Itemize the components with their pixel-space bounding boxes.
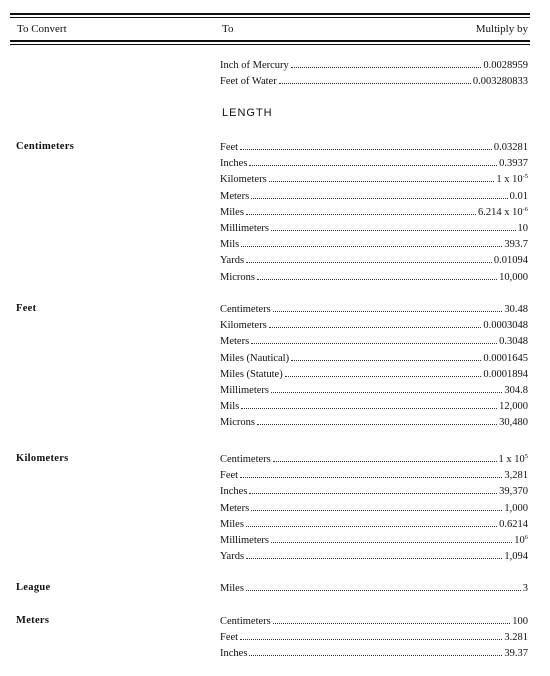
from-unit-label: League	[16, 582, 51, 593]
from-unit-label: Kilometers	[16, 453, 69, 464]
multiplier	[494, 142, 528, 153]
multiplier-base: 0.01094	[493, 255, 528, 267]
table-row	[220, 533, 528, 546]
multiplier	[494, 255, 528, 266]
leader-dots	[291, 360, 481, 361]
multiplier-exponent: 5	[524, 453, 528, 460]
to-unit: Miles (Statute)	[220, 368, 283, 380]
to-unit: Inches	[220, 486, 248, 498]
multiplier-base: 39.37	[504, 648, 528, 660]
multiplier	[504, 551, 528, 562]
multiplier-base: 10	[517, 223, 528, 234]
header-rule-thick	[10, 40, 530, 42]
table-row	[220, 367, 528, 380]
top-rule-thin	[10, 17, 530, 18]
leader-dots	[241, 408, 497, 409]
multiplier-base: 1,000	[504, 502, 528, 514]
multiplier	[478, 207, 528, 218]
leader-dots	[257, 424, 497, 425]
multiplier	[504, 648, 528, 659]
to-unit: Feet	[220, 470, 239, 482]
to-unit: Centimeters	[220, 304, 271, 315]
from-unit-label: Feet	[16, 303, 37, 314]
multiplier	[499, 336, 528, 347]
header-multiply-by: Multiply by	[475, 23, 528, 35]
table-row	[220, 383, 528, 396]
leader-dots	[273, 311, 503, 312]
to-unit: Inches	[220, 648, 248, 660]
multiplier-base: 1 x 10	[498, 454, 525, 465]
multiplier-base: 304.8	[504, 385, 528, 396]
multiplier-exponent: -6	[522, 205, 528, 213]
leader-dots	[246, 262, 492, 263]
multiplier	[504, 304, 528, 315]
to-unit: Kilometers	[220, 174, 267, 186]
to-unit: Feet of Water	[220, 76, 277, 87]
multiplier	[504, 503, 528, 514]
table-row	[220, 189, 528, 202]
header-rule-thin	[10, 44, 530, 45]
multiplier	[499, 519, 528, 530]
table-row	[220, 156, 528, 169]
to-unit: Yards	[220, 551, 245, 563]
to-unit: Miles (Nautical)	[220, 352, 290, 364]
multiplier	[499, 272, 528, 283]
to-unit: Inches	[220, 158, 248, 170]
leader-dots	[257, 279, 497, 280]
table-row	[220, 646, 528, 659]
multiplier-base: 0.0001645	[483, 352, 528, 364]
multiplier	[496, 174, 528, 185]
multiplier	[483, 369, 528, 380]
header-to: To	[222, 23, 234, 35]
multiplier-base: 0.3937	[499, 158, 528, 170]
to-unit: Microns	[220, 417, 255, 429]
multiplier: 0.0028959	[483, 60, 528, 71]
multiplier-base: 10	[514, 535, 525, 546]
leader-dots	[241, 246, 502, 247]
to-unit: Yards	[220, 255, 245, 267]
multiplier-base: 0.01	[509, 190, 528, 202]
multiplier-base: 0.0001894	[483, 368, 528, 380]
table-row	[220, 140, 528, 153]
from-unit-label: Centimeters	[16, 141, 75, 152]
multiplier	[499, 486, 528, 497]
to-unit: Millimeters	[220, 535, 269, 546]
multiplier	[504, 385, 528, 396]
multiplier-base: 39,370	[499, 486, 528, 498]
multiplier	[523, 583, 528, 594]
to-unit: Meters	[220, 502, 250, 514]
multiplier	[499, 417, 528, 428]
table-row	[220, 452, 528, 465]
to-unit: Millimeters	[220, 223, 269, 234]
header-to-convert: To Convert	[17, 23, 67, 35]
leader-dots	[246, 590, 521, 591]
leader-dots	[240, 149, 492, 150]
to-unit: Millimeters	[220, 385, 269, 396]
leader-dots	[271, 542, 512, 543]
leader-dots	[271, 230, 516, 231]
table-row	[220, 237, 528, 250]
multiplier-base: 0.0003048	[483, 320, 528, 332]
multiplier	[483, 320, 528, 331]
to-unit: Mils	[220, 239, 240, 251]
multiplier-base: 3.281	[504, 632, 528, 644]
multiplier-base: 100	[512, 616, 528, 627]
to-unit: Feet	[220, 142, 239, 153]
multiplier	[499, 401, 528, 412]
to-unit: Kilometers	[220, 320, 267, 332]
multiplier-base: 10,000	[499, 271, 528, 283]
table-row	[220, 484, 528, 497]
table-row	[220, 549, 528, 562]
multiplier	[504, 239, 528, 250]
multiplier-base: 6.214 x 10	[477, 206, 523, 218]
leader-dots	[251, 198, 507, 199]
table-row	[220, 334, 528, 347]
table-row	[220, 468, 528, 481]
table-row	[220, 318, 528, 331]
multiplier-base: 393.7	[504, 239, 528, 251]
table-row	[220, 74, 528, 87]
multiplier: 0.003280833	[472, 76, 528, 87]
leader-dots	[246, 526, 497, 527]
to-unit: Miles	[220, 206, 244, 218]
top-rule-thick	[10, 13, 530, 15]
leader-dots	[269, 327, 482, 328]
leader-dots	[249, 655, 502, 656]
leader-dots	[240, 639, 502, 640]
to-unit: Miles	[220, 583, 244, 594]
leader-dots	[249, 165, 497, 166]
leader-dots	[273, 623, 511, 624]
leader-dots	[246, 558, 502, 559]
leader-dots	[246, 214, 476, 215]
table-row	[220, 205, 528, 218]
table-row	[220, 172, 528, 185]
leader-dots	[285, 376, 482, 377]
from-unit-label: Meters	[16, 615, 50, 626]
leader-dots	[251, 343, 497, 344]
multiplier-base: 3,281	[504, 470, 528, 482]
multiplier-base: 1,094	[504, 551, 528, 563]
leader-dots	[269, 181, 495, 182]
multiplier	[512, 616, 528, 627]
multiplier	[514, 535, 528, 546]
multiplier	[504, 470, 528, 481]
multiplier-base: 0.3048	[499, 336, 528, 348]
table-row	[220, 630, 528, 643]
multiplier	[499, 158, 528, 169]
table-row	[220, 501, 528, 514]
leader-dots	[271, 392, 502, 393]
to-unit: Meters	[220, 336, 250, 348]
table-row	[220, 221, 528, 234]
table-row	[220, 399, 528, 412]
section-title-length: LENGTH	[222, 107, 273, 119]
to-unit: Centimeters	[220, 616, 271, 627]
multiplier	[518, 223, 529, 234]
to-unit: Feet	[220, 632, 239, 644]
multiplier-base: 3	[522, 583, 528, 594]
table-row	[220, 253, 528, 266]
to-unit: Meters	[220, 190, 250, 202]
to-unit: Inch of Mercury	[220, 60, 289, 71]
leader-dots	[291, 67, 482, 68]
table-row	[220, 58, 528, 71]
multiplier	[499, 454, 529, 465]
multiplier-base: 0.6214	[499, 518, 528, 530]
to-unit: Microns	[220, 271, 255, 283]
multiplier	[504, 632, 528, 643]
to-unit: Centimeters	[220, 454, 271, 465]
leader-dots	[273, 461, 497, 462]
multiplier-base: 30.48	[504, 304, 528, 315]
table-row	[220, 351, 528, 364]
multiplier-exponent: -5	[522, 173, 528, 181]
table-row	[220, 517, 528, 530]
multiplier-base: 12,000	[499, 401, 528, 413]
to-unit: Mils	[220, 401, 240, 413]
table-row	[220, 581, 528, 594]
multiplier	[483, 353, 528, 364]
leader-dots	[279, 83, 471, 84]
to-unit: Miles	[220, 518, 244, 530]
multiplier-base: 1 x 10	[496, 174, 523, 186]
multiplier-base: 30,480	[499, 417, 528, 429]
table-row	[220, 614, 528, 627]
leader-dots	[249, 493, 497, 494]
multiplier-exponent: 6	[524, 534, 528, 541]
multiplier	[510, 191, 528, 202]
table-row	[220, 302, 528, 315]
multiplier-base: 0.03281	[493, 142, 528, 153]
leader-dots	[251, 510, 502, 511]
table-row	[220, 270, 528, 283]
leader-dots	[240, 477, 502, 478]
table-row	[220, 415, 528, 428]
